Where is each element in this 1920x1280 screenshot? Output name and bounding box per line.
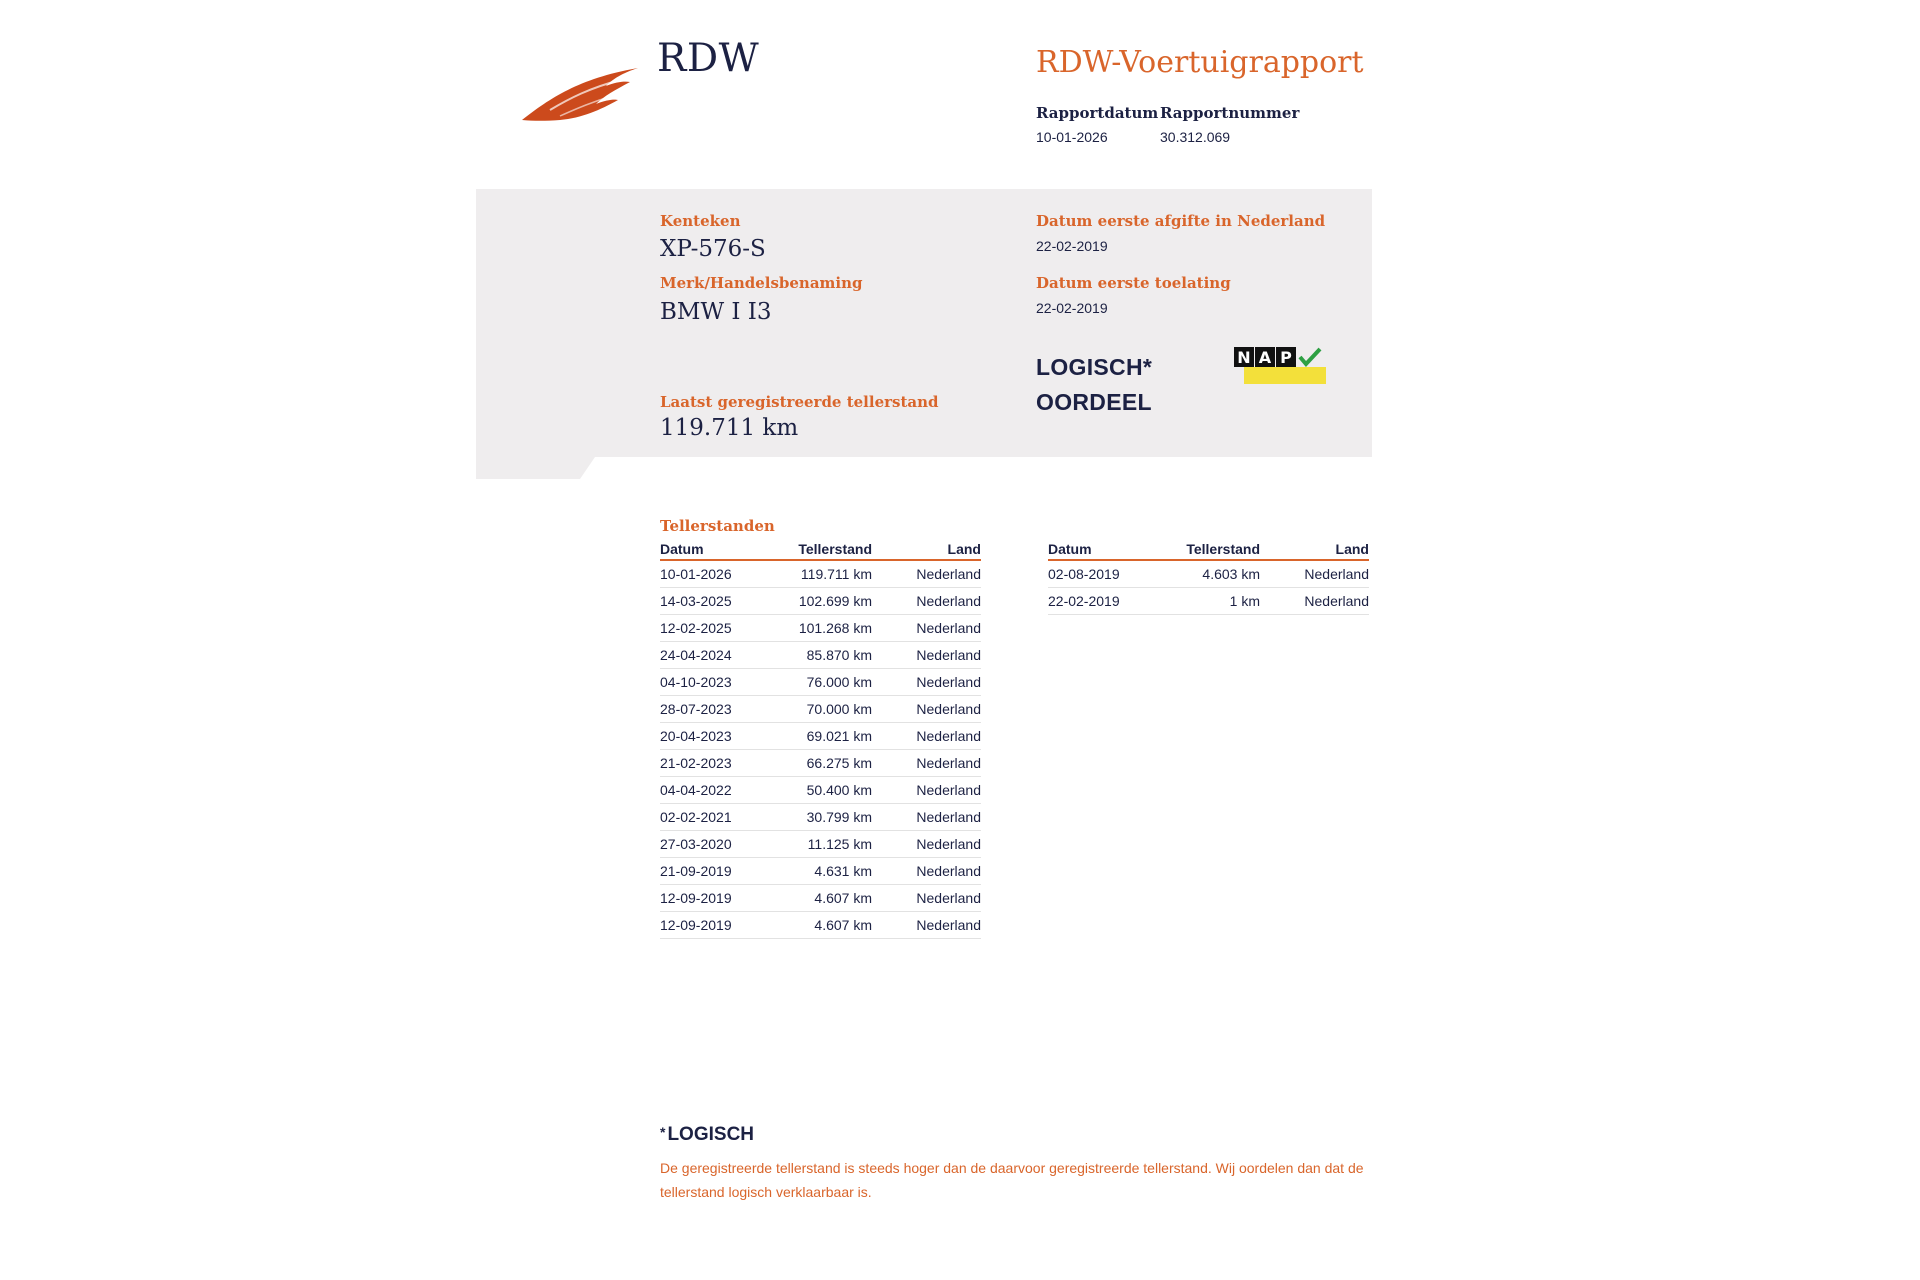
report-number-label: Rapportnummer [1160,104,1300,122]
report-date-label: Rapportdatum [1036,104,1159,122]
cell-date: 12-09-2019 [660,912,780,939]
cell-date: 21-09-2019 [660,858,780,885]
cell-country: Nederland [872,750,981,777]
nap-letter-p: P [1280,348,1292,367]
cell-reading: 119.711 km [780,560,872,588]
table-row [660,777,981,804]
table-row [660,804,981,831]
cell-reading: 4.631 km [780,858,872,885]
cell-date: 14-03-2025 [660,588,780,615]
table-row [1048,560,1369,588]
cell-date: 22-02-2019 [1048,588,1168,615]
cell-date: 20-04-2023 [660,723,780,750]
cell-date: 04-04-2022 [660,777,780,804]
cell-country: Nederland [872,831,981,858]
cell-date: 28-07-2023 [660,696,780,723]
plate-value: XP-576-S [660,236,766,262]
table-row [660,750,981,777]
report-date: 10-01-2026 [1036,129,1108,145]
make-value: BMW I I3 [660,299,772,325]
cell-date: 10-01-2026 [660,560,780,588]
table-row [660,831,981,858]
cell-reading: 30.799 km [780,804,872,831]
table-header-row [660,539,981,560]
col-country-header: Land [872,539,981,560]
cell-reading: 76.000 km [780,669,872,696]
plate-label: Kenteken [660,212,741,230]
cell-reading: 66.275 km [780,750,872,777]
table-row [660,642,981,669]
cell-reading: 101.268 km [780,615,872,642]
report-number: 30.312.069 [1160,129,1231,145]
col-date-header: Datum [660,539,780,560]
cell-country: Nederland [872,858,981,885]
cell-country: Nederland [872,804,981,831]
cell-reading: 102.699 km [780,588,872,615]
cell-country: Nederland [872,642,981,669]
cell-country: Nederland [1260,588,1369,615]
table-row [660,885,981,912]
cell-date: 12-09-2019 [660,885,780,912]
table-row [660,669,981,696]
footnote-text: De geregistreerde tellerstand is steeds hoger dan de daarvoor geregistreerde tellerstand. Wij oordelen dan dat de tellerstand logisch verklaarbaar is. [660,1160,1364,1200]
cell-country: Nederland [872,560,981,588]
cell-reading: 4.607 km [780,912,872,939]
cell-reading: 1 km [1168,588,1260,615]
table-header-row [1048,539,1369,560]
cell-country: Nederland [872,669,981,696]
table-row [1048,588,1369,615]
cell-country: Nederland [1260,560,1369,588]
first-admission-label: Datum eerste toelating [1036,274,1231,292]
table-row [660,696,981,723]
cell-date: 02-08-2019 [1048,560,1168,588]
odometer-rows-right [1048,560,1369,615]
cell-date: 12-02-2025 [660,615,780,642]
cell-country: Nederland [872,885,981,912]
cell-date: 04-10-2023 [660,669,780,696]
cell-country: Nederland [872,912,981,939]
cell-country: Nederland [872,696,981,723]
cell-date: 02-02-2021 [660,804,780,831]
col-reading-header: Tellerstand [780,539,872,560]
odometer-title: Tellerstanden [660,517,775,535]
cell-reading: 50.400 km [780,777,872,804]
rdw-logo-icon [520,58,640,128]
cell-reading: 69.021 km [780,723,872,750]
cell-country: Nederland [872,588,981,615]
footnote-title [660,1124,754,1146]
cell-date: 21-02-2023 [660,750,780,777]
cell-country: Nederland [872,615,981,642]
cell-country: Nederland [872,723,981,750]
summary-panel [476,189,1372,479]
nap-letter-a: A [1258,348,1272,367]
cell-country: Nederland [872,777,981,804]
odometer-table-left [660,539,981,939]
cell-date: 24-04-2024 [660,642,780,669]
nap-letter-n: N [1237,348,1251,367]
odometer-rows-left [660,560,981,939]
first-nl-value: 22-02-2019 [1036,238,1108,254]
report-title: RDW-Voertuigrapport [1036,45,1364,80]
last-odometer-label: Laatst geregistreerde tellerstand [660,393,939,411]
nap-check-icon [1234,347,1326,384]
table-row [660,588,981,615]
table-row [660,912,981,939]
verdict-line2: OORDEEL [1036,389,1152,415]
col-date-header: Datum [1048,539,1168,560]
cell-date: 27-03-2020 [660,831,780,858]
brand-name: RDW [657,36,760,81]
footnote-heading: LOGISCH [667,1124,755,1145]
cell-reading: 4.603 km [1168,560,1260,588]
last-odometer-value: 119.711 km [660,415,799,441]
footnote-asterisk: * [660,1124,666,1140]
odometer-table-right [1048,539,1369,615]
verdict-line1: LOGISCH* [1036,354,1153,380]
make-label: Merk/Handelsbenaming [660,274,863,292]
table-row [660,723,981,750]
cell-reading: 70.000 km [780,696,872,723]
cell-reading: 85.870 km [780,642,872,669]
cell-reading: 11.125 km [780,831,872,858]
table-row [660,615,981,642]
cell-reading: 4.607 km [780,885,872,912]
col-country-header: Land [1260,539,1369,560]
first-nl-label: Datum eerste afgifte in Nederland [1036,212,1326,230]
first-admission-value: 22-02-2019 [1036,300,1108,316]
col-reading-header: Tellerstand [1168,539,1260,560]
table-row [660,560,981,588]
table-row [660,858,981,885]
